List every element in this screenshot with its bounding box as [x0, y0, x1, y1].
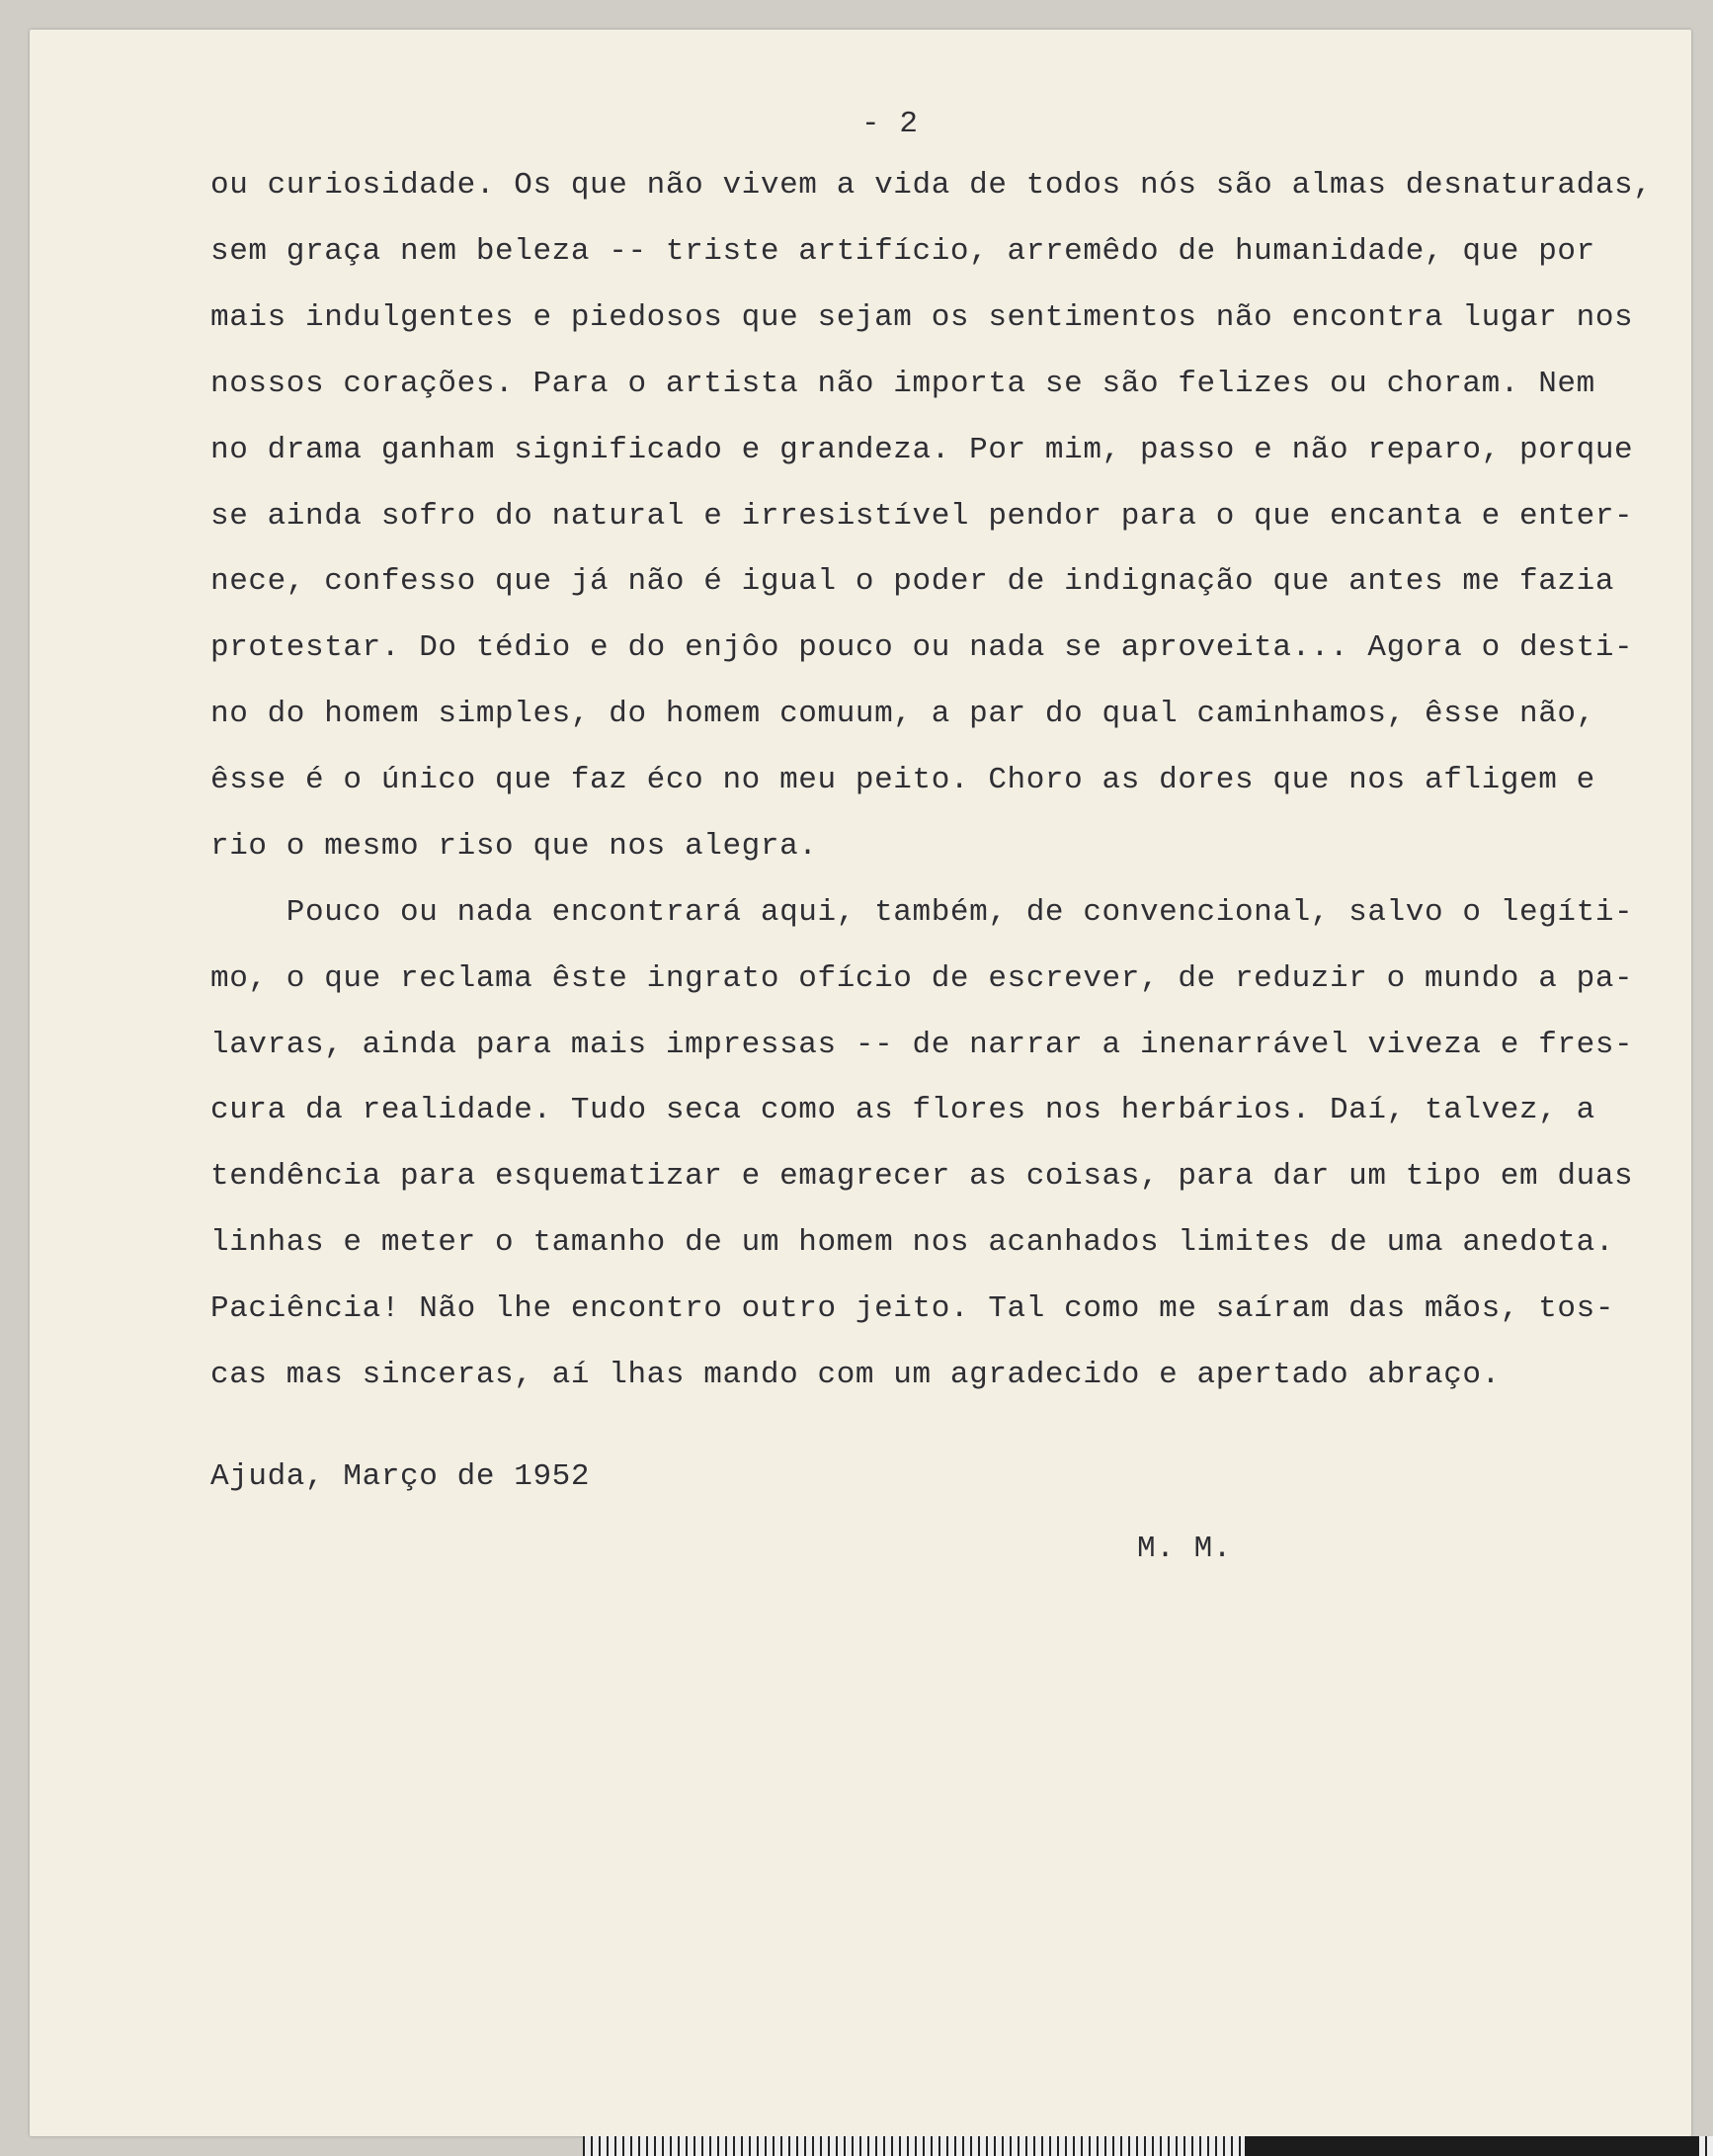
body-line: ou curiosidade. Os que não vivem a vida de todos nós são almas desnaturadas,: [210, 168, 1653, 203]
body-line: cura da realidade. Tudo seca como as flores nos herbários. Daí, talvez, a: [210, 1093, 1595, 1127]
body-line: mo, o que reclama êste ingrato ofício de escrever, de reduzir o mundo a pa-: [210, 961, 1634, 996]
typewritten-page: [30, 30, 1691, 2136]
body-line: mais indulgentes e piedosos que sejam os sentimentos não encontra lugar nos: [210, 300, 1634, 335]
body-line: tendência para esquematizar e emagrecer as coisas, para dar um tipo em duas: [210, 1159, 1634, 1194]
place-and-date: Ajuda, Março de 1952: [210, 1459, 591, 1494]
body-line: no do homem simples, do homem comuum, a par do qual caminhamos, êsse não,: [210, 697, 1595, 731]
body-line: no drama ganham significado e grandeza. Por mim, passo e não reparo, porque: [210, 433, 1634, 467]
body-line: nossos corações. Para o artista não importa se são felizes ou choram. Nem: [210, 367, 1595, 401]
body-line: se ainda sofro do natural e irresistível pendor para o que encanta e enter-: [210, 499, 1634, 534]
body-line: nece, confesso que já não é igual o poder de indignação que antes me fazia: [210, 564, 1615, 599]
body-line: lavras, ainda para mais impressas -- de narrar a inenarrável viveza e fres-: [210, 1028, 1634, 1062]
scan-scale-bar: [583, 2136, 1713, 2156]
page-number: - 2: [861, 107, 919, 141]
body-line: Paciência! Não lhe encontro outro jeito. Tal como me saíram das mãos, tos-: [210, 1291, 1615, 1326]
body-line: rio o mesmo riso que nos alegra.: [210, 829, 818, 864]
scale-bar-segment: [1245, 2136, 1699, 2156]
body-line: cas mas sinceras, aí lhas mando com um agradecido e apertado abraço.: [210, 1358, 1501, 1392]
body-line: protestar. Do tédio e do enjôo pouco ou nada se aproveita... Agora o desti-: [210, 630, 1634, 665]
body-line: linhas e meter o tamanho de um homem nos acanhados limites de uma anedota.: [210, 1225, 1615, 1260]
body-line: êsse é o único que faz éco no meu peito. Choro as dores que nos afligem e: [210, 763, 1595, 797]
body-line: sem graça nem beleza -- triste artifício, arremêdo de humanidade, que por: [210, 234, 1595, 269]
body-line: Pouco ou nada encontrará aqui, também, de convencional, salvo o legíti-: [210, 895, 1634, 930]
signature-initials: M. M.: [1137, 1532, 1233, 1566]
